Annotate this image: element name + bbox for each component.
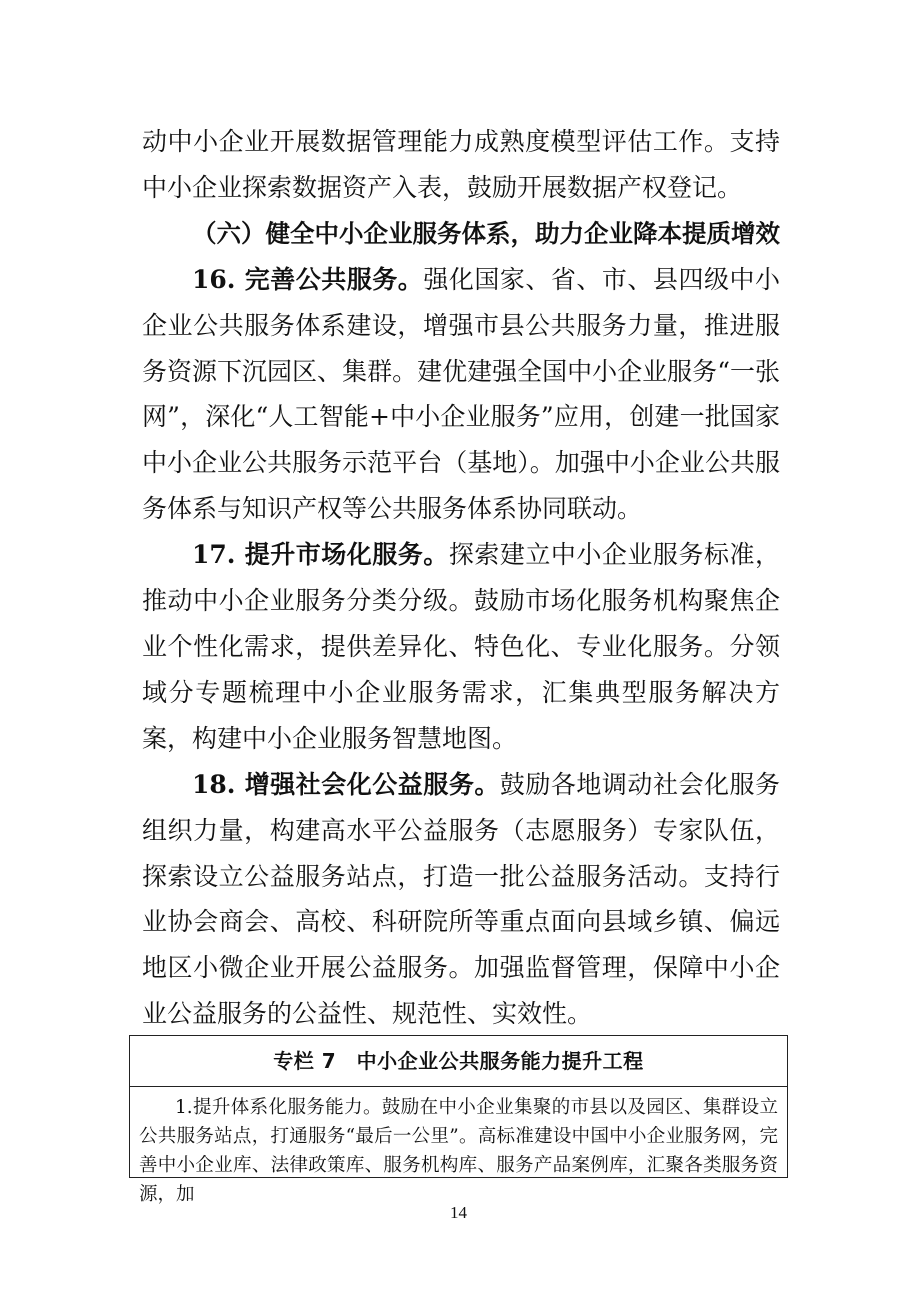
column-box: [129, 1035, 788, 1205]
page-number: 14: [450, 1203, 467, 1222]
column-box-title: 专栏 7 中小企业公共服务能力提升工程: [130, 1036, 787, 1087]
paragraph-16-text: 强化国家、省、市、县四级中小企业公共服务体系建设，增强市县公共服务力量，推进服务资源下沉园区、集群。建优建强全国中小企业服务“一张网”，深化“人工智能+中小企业服务”应用，创建一批国家中小企业公共服务示范平台（基地）。加强中小企业公共服务体系与知识产权等公共服务体系协同联动。: [142, 264, 780, 524]
paragraph-18-text: 鼓励各地调动社会化服务组织力量，构建高水平公益服务（志愿服务）专家队伍，探索设立公益服务站点，打造一批公益服务活动。支持行业协会商会、高校、科研院所等重点面向县域乡镇、偏远地区小微企业开展公益服务。加强监督管理，保障中小企业公益服务的公益性、规范性、实效性。: [142, 769, 780, 1029]
paragraph-18-lead: 18. 增强社会化公益服务。: [192, 769, 500, 799]
section-heading: （六）健全中小企业服务体系，助力企业降本提质增效: [192, 218, 780, 248]
column-box-content: 1.提升体系化服务能力。鼓励在中小企业集聚的市县以及园区、集群设立公共服务站点，打通服务“最后一公里”。高标准建设中国中小企业服务网，完善中小企业库、法律政策库、服务机构库、服务产品案例库，汇聚各类服务资源，加: [139, 1097, 778, 1205]
paragraph-16-lead: 16. 完善公共服务。: [192, 264, 424, 294]
paragraph-17-text: 探索建立中小企业服务标准，推动中小企业服务分类分级。鼓励市场化服务机构聚焦企业个性化需求，提供差异化、特色化、专业化服务。分领域分专题梳理中小企业服务需求，汇集典型服务解决方案，构建中小企业服务智慧地图。: [142, 540, 780, 753]
body-text: [142, 119, 780, 1037]
paragraph-17-lead: 17. 提升市场化服务。: [192, 540, 449, 570]
paragraph-16: [142, 257, 780, 532]
paragraph-continuation: 动中小企业开展数据管理能力成熟度模型评估工作。支持中小企业探索数据资产入表，鼓励开展数据产权登记。: [142, 127, 780, 202]
paragraph-18: [142, 762, 780, 1037]
paragraph-17: [142, 532, 780, 762]
